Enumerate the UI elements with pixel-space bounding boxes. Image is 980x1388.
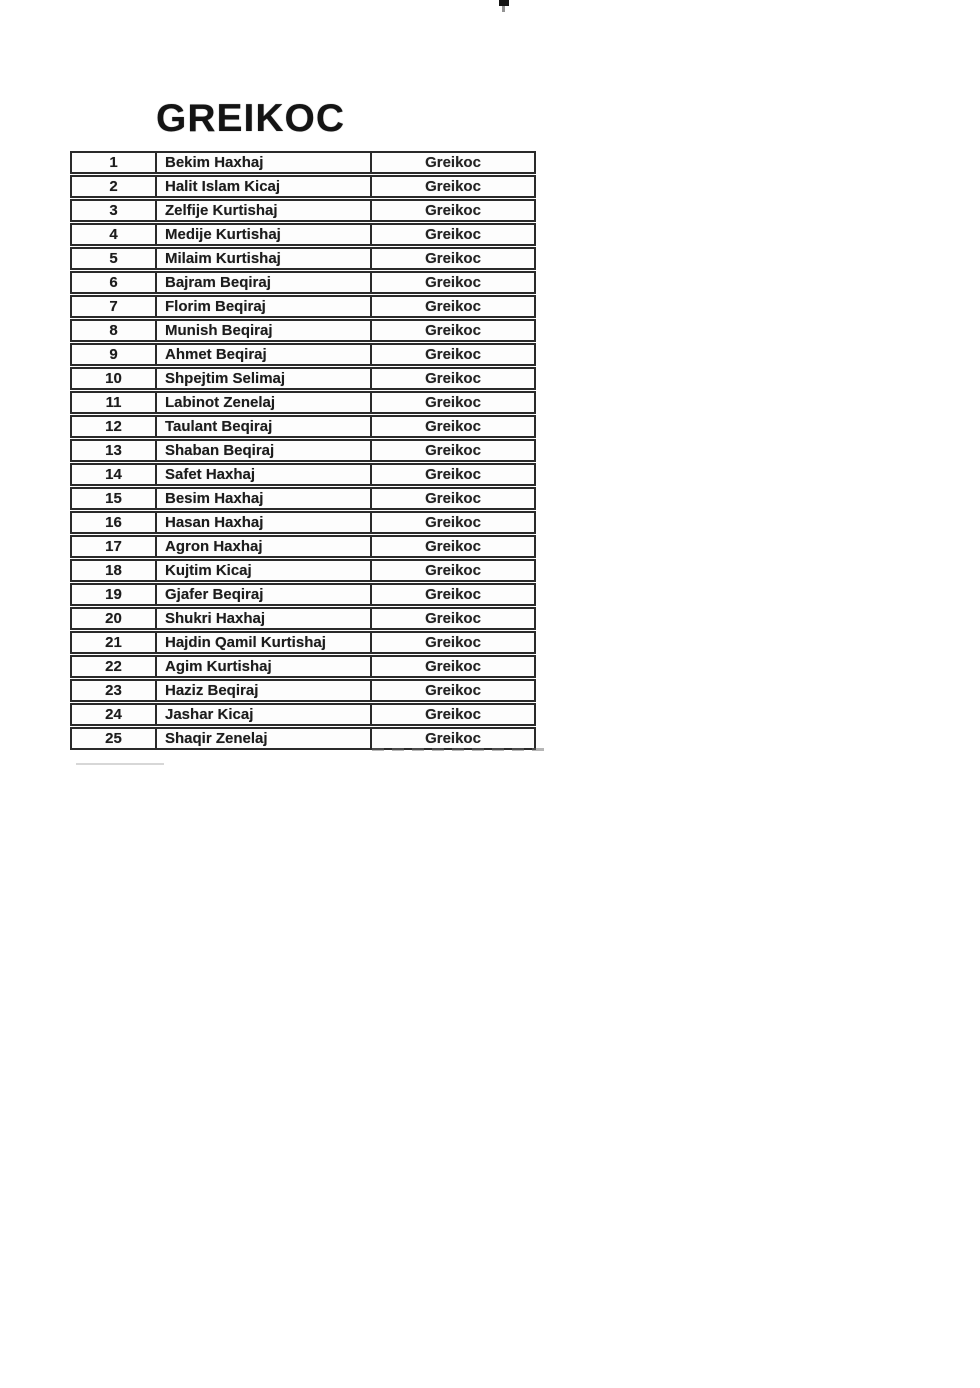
table-row	[70, 319, 536, 342]
scan-smudge	[372, 748, 544, 751]
row-number-cell: 24	[72, 705, 157, 724]
village-cell: Greikoc	[425, 658, 481, 675]
row-number-cell: 10	[72, 369, 157, 388]
village-cell: Greikoc	[425, 682, 481, 699]
row-number-cell: 25	[72, 729, 157, 748]
person-name-cell: Medije Kurtishaj	[157, 225, 372, 244]
table-row	[70, 223, 536, 246]
person-name-cell: Kujtim Kicaj	[157, 561, 372, 580]
person-name-cell: Safet Haxhaj	[157, 465, 372, 484]
person-name-cell: Bekim Haxhaj	[157, 153, 372, 172]
person-name-cell: Florim Beqiraj	[157, 297, 372, 316]
person-name-cell: Labinot Zenelaj	[157, 393, 372, 412]
table-row	[70, 199, 536, 222]
village-cell: Greikoc	[425, 610, 481, 627]
village-cell: Greikoc	[425, 298, 481, 315]
table-row	[70, 583, 536, 606]
row-number-cell: 16	[72, 513, 157, 532]
table-row	[70, 439, 536, 462]
row-number-cell: 17	[72, 537, 157, 556]
row-number-cell: 21	[72, 633, 157, 652]
row-number-cell: 8	[72, 321, 157, 340]
table-row	[70, 727, 536, 750]
table-row	[70, 631, 536, 654]
table-row	[70, 151, 536, 174]
table-row	[70, 535, 536, 558]
person-name-cell: Taulant Beqiraj	[157, 417, 372, 436]
person-name-cell: Zelfije Kurtishaj	[157, 201, 372, 220]
village-cell: Greikoc	[425, 154, 481, 171]
person-name-cell: Hasan Haxhaj	[157, 513, 372, 532]
village-cell: Greikoc	[425, 394, 481, 411]
page-title: GREIKOC	[156, 97, 346, 140]
person-name-cell: Agron Haxhaj	[157, 537, 372, 556]
village-cell: Greikoc	[425, 250, 481, 267]
person-name-cell: Besim Haxhaj	[157, 489, 372, 508]
person-name-cell: Halit Islam Kicaj	[157, 177, 372, 196]
table-row	[70, 343, 536, 366]
table-row	[70, 487, 536, 510]
row-number-cell: 22	[72, 657, 157, 676]
village-cell: Greikoc	[425, 442, 481, 459]
village-cell: Greikoc	[425, 322, 481, 339]
person-name-cell: Bajram Beqiraj	[157, 273, 372, 292]
village-cell: Greikoc	[425, 274, 481, 291]
person-name-cell: Haziz Beqiraj	[157, 681, 372, 700]
table-row	[70, 463, 536, 486]
table-row	[70, 247, 536, 270]
person-name-cell: Munish Beqiraj	[157, 321, 372, 340]
row-number-cell: 2	[72, 177, 157, 196]
row-number-cell: 18	[72, 561, 157, 580]
person-name-cell: Milaim Kurtishaj	[157, 249, 372, 268]
village-cell: Greikoc	[425, 370, 481, 387]
table-row	[70, 511, 536, 534]
person-name-cell: Agim Kurtishaj	[157, 657, 372, 676]
person-name-cell: Ahmet Beqiraj	[157, 345, 372, 364]
village-cell: Greikoc	[425, 202, 481, 219]
row-number-cell: 13	[72, 441, 157, 460]
person-name-cell: Shukri Haxhaj	[157, 609, 372, 628]
person-name-cell: Shaqir Zenelaj	[157, 729, 372, 748]
table-row	[70, 607, 536, 630]
village-cell: Greikoc	[425, 514, 481, 531]
table-row	[70, 655, 536, 678]
table-row	[70, 175, 536, 198]
row-number-cell: 19	[72, 585, 157, 604]
village-cell: Greikoc	[425, 346, 481, 363]
table-row	[70, 271, 536, 294]
village-cell: Greikoc	[425, 730, 481, 747]
person-name-cell: Hajdin Qamil Kurtishaj	[157, 633, 372, 652]
row-number-cell: 5	[72, 249, 157, 268]
village-cell: Greikoc	[425, 562, 481, 579]
row-number-cell: 12	[72, 417, 157, 436]
row-number-cell: 6	[72, 273, 157, 292]
village-cell: Greikoc	[425, 466, 481, 483]
row-number-cell: 23	[72, 681, 157, 700]
village-cell: Greikoc	[425, 418, 481, 435]
row-number-cell: 11	[72, 393, 157, 412]
village-cell: Greikoc	[425, 706, 481, 723]
table-row	[70, 703, 536, 726]
scan-smudge	[76, 763, 164, 765]
row-number-cell: 9	[72, 345, 157, 364]
table-row	[70, 679, 536, 702]
row-number-cell: 1	[72, 153, 157, 172]
village-cell: Greikoc	[425, 586, 481, 603]
person-name-cell: Shpejtim Selimaj	[157, 369, 372, 388]
table-row	[70, 559, 536, 582]
table-row	[70, 367, 536, 390]
person-name-cell: Shaban Beqiraj	[157, 441, 372, 460]
table-row	[70, 415, 536, 438]
village-cell: Greikoc	[425, 226, 481, 243]
table-row	[70, 391, 536, 414]
village-cell: Greikoc	[425, 178, 481, 195]
village-cell: Greikoc	[425, 634, 481, 651]
row-number-cell: 4	[72, 225, 157, 244]
row-number-cell: 3	[72, 201, 157, 220]
row-number-cell: 20	[72, 609, 157, 628]
village-cell: Greikoc	[425, 538, 481, 555]
village-cell: Greikoc	[425, 490, 481, 507]
table-row	[70, 295, 536, 318]
roster-table	[70, 151, 536, 750]
scan-artifact-mark	[499, 0, 509, 6]
row-number-cell: 7	[72, 297, 157, 316]
row-number-cell: 14	[72, 465, 157, 484]
person-name-cell: Jashar Kicaj	[157, 705, 372, 724]
row-number-cell: 15	[72, 489, 157, 508]
person-name-cell: Gjafer Beqiraj	[157, 585, 372, 604]
